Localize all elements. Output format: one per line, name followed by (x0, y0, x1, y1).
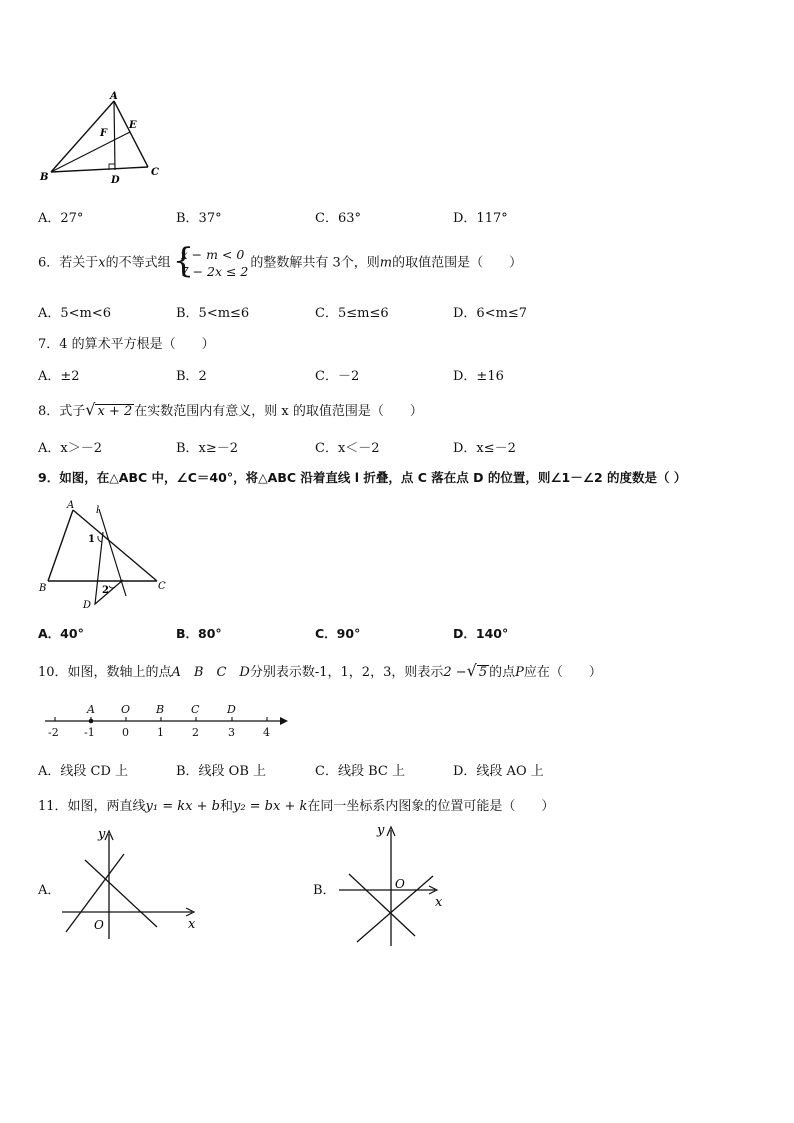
q10-option-c[interactable]: C．线段 BC 上 (315, 764, 405, 779)
q11-graph-b[interactable] (333, 818, 453, 950)
q6-text-post2: 的取值范围是（ ） (392, 255, 523, 271)
q10-text-post2: 应在（ ） (523, 665, 602, 680)
q10-axis-label-a: A (87, 703, 95, 716)
q10-point-names: A B C D (171, 665, 250, 680)
q8-radical-sign: √ (85, 400, 96, 419)
q10-option-a[interactable]: A．线段 CD 上 (38, 764, 129, 779)
q8-text-pre: 8．式子 (38, 404, 86, 419)
q5-option-d[interactable]: D．117° (453, 211, 508, 226)
q10-tick-neg2: -2 (48, 726, 59, 739)
q8-option-a[interactable]: A．x＞－2 (38, 441, 102, 456)
q6-inequality-system: { x − m < 0 7 − 2x ≤ 2 (172, 241, 249, 281)
q7-stem: 7．4 的算术平方根是（ ） (38, 337, 215, 352)
q8-option-c[interactable]: C．x＜－2 (315, 441, 380, 456)
q6-option-a[interactable]: A．5<m<6 (38, 306, 112, 321)
q10-text-post1: 的点 (489, 665, 516, 680)
q6-option-c[interactable]: C．5≤m≤6 (315, 306, 389, 321)
q7-option-b[interactable]: B．2 (176, 369, 207, 384)
q10-options (38, 760, 758, 780)
q9-label-c: C (158, 581, 166, 592)
q10-tick-2: 2 (192, 726, 199, 739)
q9-angle-2: 2 (102, 585, 109, 596)
q10-text-pre: 10．如图，数轴上的点 (38, 665, 172, 680)
q11-graph-a[interactable] (60, 822, 205, 940)
q8-options (38, 437, 758, 457)
q10-tick-neg1: -1 (84, 726, 95, 739)
q9-label-b: B (39, 583, 47, 594)
q6-inequality-2: 7 − 2x ≤ 2 (180, 264, 249, 279)
q10-text-mid: 分别表示数-1，1，2，3，则表示 (249, 665, 444, 680)
q11-text-and: 和 (219, 799, 233, 814)
q8-text-post: 在实数范围内有意义，则 x 的取值范围是（ ） (134, 404, 423, 419)
q11-text-post: 在同一坐标系内图象的位置可能是（ ） (307, 799, 555, 814)
q9-label-a: A (67, 500, 75, 511)
q8-radicand: x + 2 (97, 404, 133, 419)
q10-radical-sign: √ (466, 661, 477, 680)
q11-equation-2: y₂ = bx + k (232, 799, 308, 814)
q6-option-b[interactable]: B．5<m≤6 (176, 306, 250, 321)
q8-option-d[interactable]: D．x≤－2 (453, 441, 516, 456)
q10-axis-label-o: O (121, 703, 131, 716)
q8-option-b[interactable]: B．x≥－2 (176, 441, 239, 456)
q9-option-c[interactable]: C．90° (315, 626, 361, 641)
q9-option-a[interactable]: A．40° (38, 626, 84, 641)
q9-option-b[interactable]: B．80° (176, 626, 222, 641)
q6-var-m: m (379, 255, 393, 271)
q5-option-b[interactable]: B．37° (176, 211, 222, 226)
q10-axis-label-b: B (156, 703, 165, 716)
q6-stem (38, 241, 523, 281)
q11-option-b-label[interactable]: B． (313, 883, 336, 898)
q6-text-post1: 的整数解共有 3个，则 (250, 255, 380, 271)
q5-triangle-figure (38, 88, 168, 188)
q9-angle-1: 1 (88, 534, 95, 545)
q6-var-x: x (98, 255, 106, 271)
q11-b-y-label: y (377, 823, 385, 838)
q9-fold-figure (36, 498, 176, 614)
q11-a-x-label: x (188, 917, 196, 932)
q5-label-b: B (40, 172, 49, 183)
q9-label-l: l (96, 505, 100, 516)
q10-point-a-dot (89, 719, 94, 724)
q9-option-d[interactable]: D．140° (453, 626, 509, 641)
q10-var-p: P (515, 665, 524, 680)
q10-option-b[interactable]: B．线段 OB 上 (176, 764, 267, 779)
q8-stem (38, 400, 423, 419)
q7-option-c[interactable]: C．－2 (315, 369, 360, 384)
q10-option-d[interactable]: D．线段 AO 上 (453, 764, 544, 779)
q9-stem: 9．如图，在△ABC 中，∠C＝40°，将△ABC 沿着直线 l 折叠，点 C 落在点 D 的位置，则∠1－∠2 的度数是（ ） (38, 470, 687, 485)
q5-label-f: F (100, 128, 108, 139)
q11-equation-1: y₁ = kx + b (145, 799, 220, 814)
q6-inequality-1: x − m < 0 (180, 247, 245, 262)
q5-label-a: A (110, 91, 118, 102)
q11-b-x-label: x (435, 895, 443, 910)
q5-options (38, 207, 758, 227)
q7-option-a[interactable]: A．±2 (38, 369, 80, 384)
q5-label-e: E (129, 120, 137, 131)
q10-tick-0: 0 (122, 726, 129, 739)
q10-expr-a: 2 − (443, 665, 467, 680)
q5-label-d: D (111, 175, 120, 186)
q10-radicand: 5 (478, 665, 488, 680)
q10-tick-1: 1 (157, 726, 164, 739)
q6-text-pre: 6．若关于 (38, 255, 99, 271)
q11-text-pre: 11．如图，两直线 (38, 799, 146, 814)
q11-option-a-label[interactable]: A． (38, 883, 61, 898)
q10-stem (38, 661, 602, 680)
q10-axis-label-c: C (191, 703, 200, 716)
q6-option-d[interactable]: D．6<m≤7 (453, 306, 528, 321)
q6-text-mid: 的不等式组 (105, 255, 171, 271)
q6-options (38, 302, 758, 322)
q5-label-c: C (151, 167, 159, 178)
q11-a-origin-label: O (94, 918, 104, 932)
q5-option-a[interactable]: A．27° (38, 211, 84, 226)
q11-b-origin-label: O (395, 877, 405, 891)
q10-tick-4: 4 (263, 726, 270, 739)
q10-number-line (40, 700, 290, 742)
q5-option-c[interactable]: C．63° (315, 211, 361, 226)
q9-label-d: D (83, 600, 92, 611)
q11-a-y-label: y (98, 827, 106, 842)
q10-tick-3: 3 (228, 726, 235, 739)
q7-option-d[interactable]: D．±16 (453, 369, 504, 384)
q9-options (38, 624, 758, 644)
q7-options (38, 365, 758, 385)
q10-axis-label-d: D (227, 703, 236, 716)
q11-stem (38, 795, 554, 814)
